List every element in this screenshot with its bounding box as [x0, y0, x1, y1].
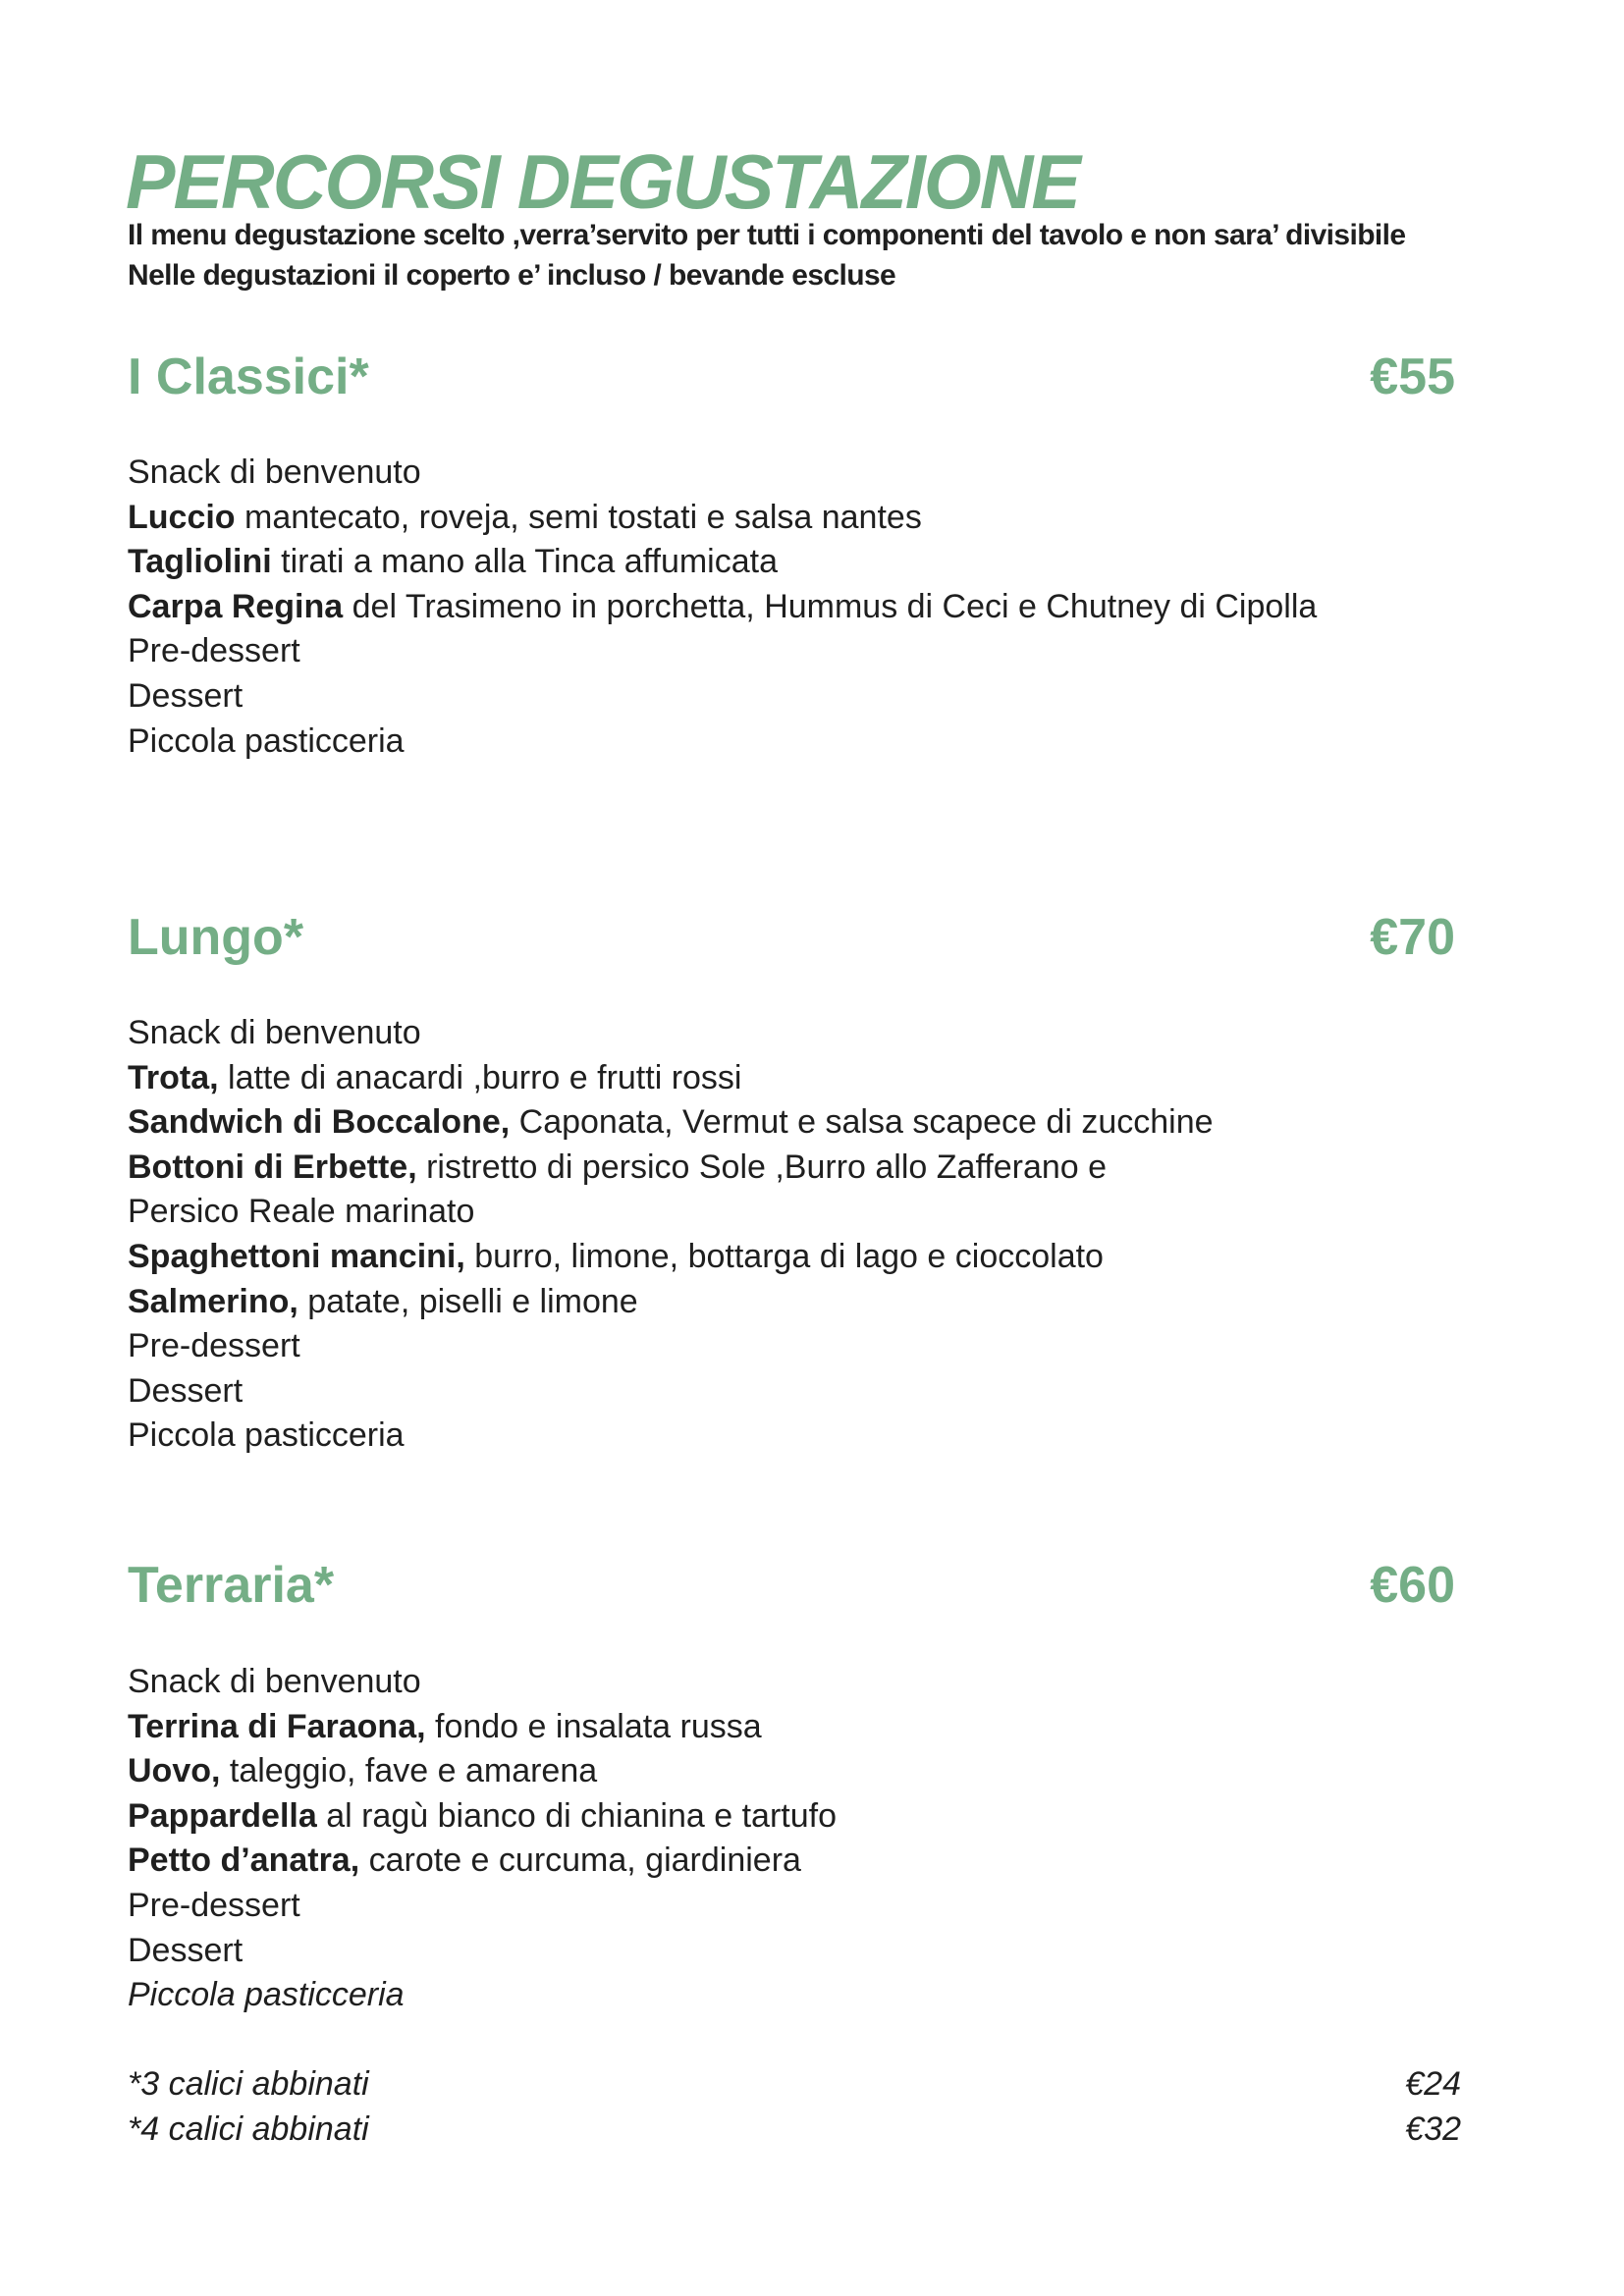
menu-item: [128, 1660, 837, 1705]
menu-item: [128, 1280, 1214, 1325]
section-title-lungo: Lungo*: [128, 909, 304, 966]
dish-description: burro, limone, bottarga di lago e cioccolato: [464, 1237, 1104, 1275]
menu-item: [128, 1324, 1214, 1369]
menu-item: [128, 629, 1317, 674]
dish-name: Pappardella: [128, 1796, 317, 1835]
subtitle-line: Il menu degustazione scelto ,verra’servito per tutti i componenti del tavolo e non sara’ divisibile: [128, 219, 1406, 251]
dish-name: Salmerino,: [128, 1282, 298, 1320]
section-title-classici: I Classici*: [128, 348, 369, 405]
menu-item: [128, 1190, 1214, 1235]
dish-description: latte di anacardi ,burro e frutti rossi: [218, 1058, 742, 1096]
dish-description: al ragù bianco di chianina e tartufo: [316, 1796, 837, 1835]
dish-description: Persico Reale marinato: [128, 1193, 475, 1231]
menu-item: [128, 1414, 1214, 1459]
menu-item: [128, 540, 1317, 585]
menu-item: [128, 1794, 837, 1840]
pairing-label: *3 calici abbinati: [128, 2065, 369, 2103]
dish-description: Snack di benvenuto: [128, 1014, 421, 1051]
menu-item: [128, 585, 1317, 630]
menu-item: [128, 1146, 1214, 1191]
dish-name: Trota,: [128, 1058, 219, 1096]
section-items-lungo: [128, 1011, 1214, 1459]
subtitle-line: Nelle degustazioni il coperto e’ incluso / bevande escluse: [128, 259, 896, 292]
pairing-label: *4 calici abbinati: [128, 2110, 369, 2148]
pairing-row: [128, 2061, 1461, 2107]
dish-description: patate, piselli e limone: [298, 1282, 638, 1320]
menu-item: [128, 1884, 837, 1929]
section-price-terraria: €60: [1370, 1557, 1455, 1614]
dish-description: taleggio, fave e amarena: [220, 1752, 598, 1790]
dish-name: Petto d’anatra,: [128, 1842, 360, 1880]
dish-name: Carpa Regina: [128, 587, 344, 625]
dish-description: Dessert: [128, 1371, 244, 1410]
menu-item: [128, 1100, 1214, 1146]
dish-name: Spaghettoni mancini,: [128, 1237, 465, 1275]
pairing-price: €24: [1405, 2065, 1461, 2103]
menu-item: [128, 1705, 837, 1750]
dish-description: Pre-dessert: [128, 1886, 300, 1924]
dish-description: Piccola pasticceria: [128, 721, 405, 760]
section-price-lungo: €70: [1370, 909, 1455, 966]
menu-item: [128, 1839, 837, 1884]
dish-description: ristretto di persico Sole ,Burro allo Zafferano e: [416, 1148, 1108, 1186]
dish-description: Piccola pasticceria: [128, 1416, 405, 1455]
dish-description: mantecato, roveja, semi tostati e salsa nantes: [235, 498, 922, 536]
menu-item: [128, 1749, 837, 1794]
dish-name: Luccio: [128, 498, 236, 536]
dish-description: Dessert: [128, 1931, 244, 1969]
menu-item: [128, 1011, 1214, 1056]
dish-name: Tagliolini: [128, 543, 272, 581]
menu-item: [128, 451, 1317, 496]
menu-item: [128, 1235, 1214, 1280]
section-items-classici: [128, 451, 1317, 764]
section-title-terraria: Terraria*: [128, 1557, 335, 1614]
dish-name: Sandwich di Boccalone,: [128, 1103, 511, 1142]
pairing-price: €32: [1405, 2110, 1461, 2148]
menu-item: [128, 1973, 837, 2018]
menu-item: [128, 720, 1317, 765]
dish-description: tirati a mano alla Tinca affumicata: [271, 543, 778, 581]
menu-item: [128, 674, 1317, 720]
section-items-terraria: [128, 1660, 837, 2018]
dish-description: Snack di benvenuto: [128, 454, 421, 491]
menu-item: [128, 496, 1317, 541]
dish-name: Uovo,: [128, 1752, 221, 1790]
menu-item: [128, 1929, 837, 1974]
menu-item: [128, 1056, 1214, 1101]
dish-description: Snack di benvenuto: [128, 1663, 421, 1700]
dish-name: Terrina di Faraona,: [128, 1707, 426, 1745]
dish-description: Dessert: [128, 676, 244, 715]
dish-description: Caponata, Vermut e salsa scapece di zucchine: [510, 1103, 1214, 1142]
menu-item: [128, 1369, 1214, 1415]
pairing-row: [128, 2107, 1461, 2152]
dish-description: Pre-dessert: [128, 632, 300, 670]
dish-description: fondo e insalata russa: [425, 1707, 762, 1745]
dish-description: Pre-dessert: [128, 1327, 300, 1365]
dish-description: carote e curcuma, giardiniera: [359, 1842, 801, 1880]
dish-description: Piccola pasticceria: [128, 1976, 405, 2014]
dish-description: del Trasimeno in porchetta, Hummus di Ceci e Chutney di Cipolla: [343, 587, 1318, 625]
page-title: PERCORSI DEGUSTAZIONE: [126, 138, 1079, 225]
dish-name: Bottoni di Erbette,: [128, 1148, 417, 1186]
section-price-classici: €55: [1370, 348, 1455, 405]
